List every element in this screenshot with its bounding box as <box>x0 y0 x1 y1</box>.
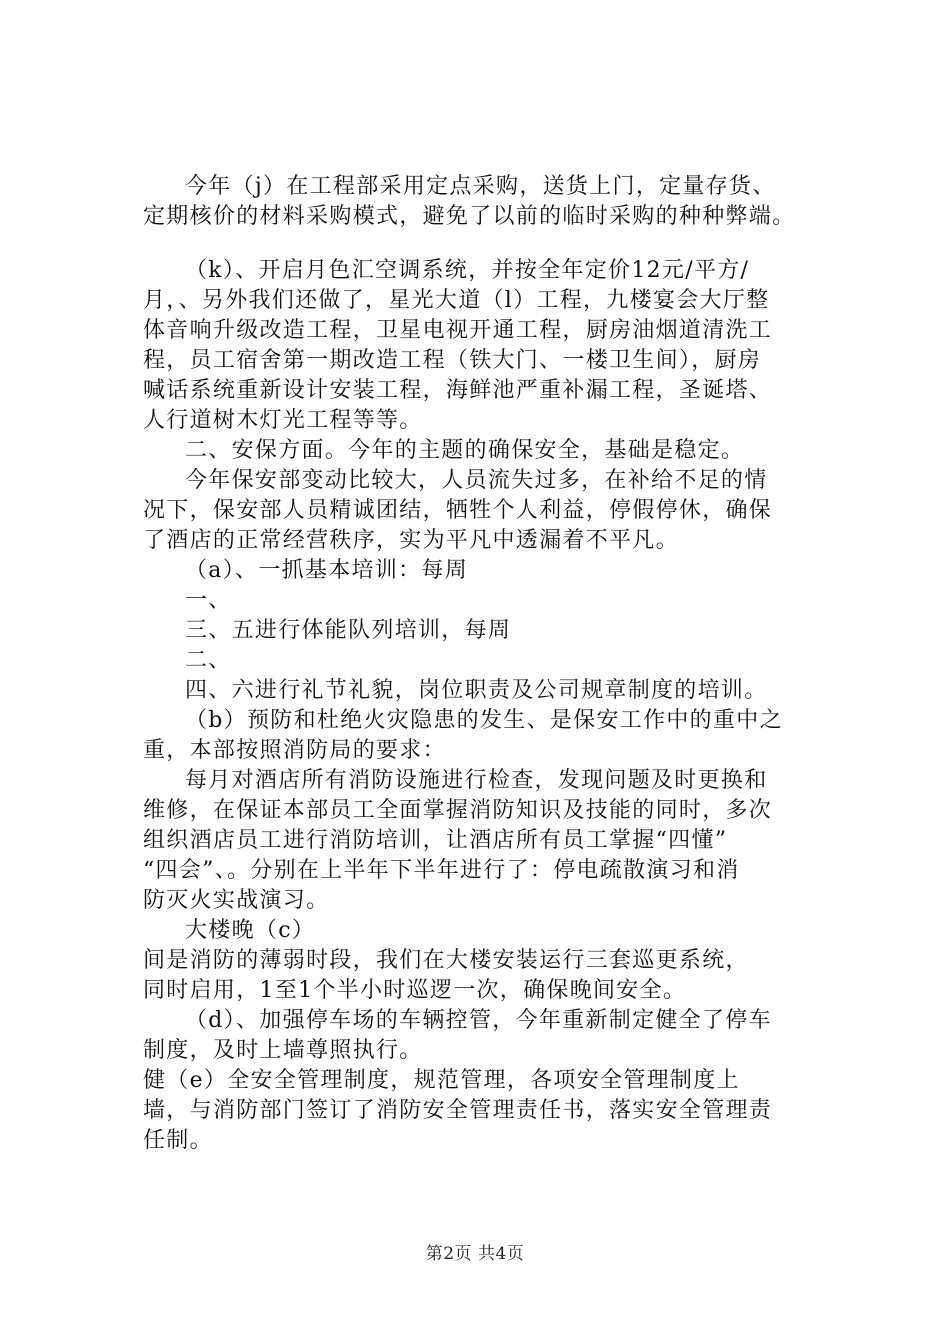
paragraph-line: 防灭火实战演习。 <box>143 888 330 913</box>
paragraph-line: “四会”、。分别在上半年下半年进行了：停电疏散演习和消 <box>143 858 740 883</box>
paragraph-line: 月，、另外我们还做了，星光大道（l）工程，九楼宴会大厅整 <box>143 288 770 313</box>
paragraph-line: 程，员工宿舍第一期改造工程（铁大门、一楼卫生间），厨房 <box>143 348 762 373</box>
paragraph-line: （k）、开启月色汇空调系统，并按全年定价12元/平方/ <box>185 258 750 283</box>
paragraph-line: 健（e）全安全管理制度，规范管理，各项安全管理制度上 <box>143 1068 740 1093</box>
paragraph-line: 四、六进行礼节礼貌，岗位职责及公司规章制度的培训。 <box>185 678 768 703</box>
page-number-footer: 第2页 共4页 <box>425 1244 525 1264</box>
paragraph-line: 今年（j）在工程部采用定点采购，送货上门，定量存货、 <box>185 174 776 199</box>
paragraph-line: 组织酒店员工进行消防培训，让酒店所有员工掌握“四懂” <box>143 828 728 853</box>
paragraph-line: 体音响升级改造工程，卫星电视开通工程，厨房油烟道清洗工 <box>143 318 773 343</box>
paragraph-line: 重，本部按照消防局的要求： <box>143 738 446 763</box>
paragraph-line: 二、 <box>185 648 232 673</box>
paragraph-line: 间是消防的薄弱时段，我们在大楼安装运行三套巡更系统， <box>143 948 749 973</box>
paragraph-line: 墙，与消防部门签订了消防安全管理责任书，落实安全管理责 <box>143 1098 773 1123</box>
paragraph-line: 每月对酒店所有消防设施进行检查，发现问题及时更换和 <box>185 768 768 793</box>
document-body <box>143 172 843 1156</box>
paragraph-line: （b）预防和杜绝火灾隐患的发生、是保安工作中的重中之 <box>185 708 783 733</box>
paragraph-line: 人行道树木灯光工程等等。 <box>143 408 423 433</box>
paragraph-line: 况下，保安部人员精诚团结，牺牲个人利益，停假停休，确保 <box>143 498 773 523</box>
paragraph-line: 定期核价的材料采购模式，避免了以前的临时采购的种种弊端。 <box>143 204 796 229</box>
paragraph-line: 了酒店的正常经营秩序，实为平凡中透漏着不平凡。 <box>143 528 679 553</box>
paragraph-line: 一、 <box>185 588 232 613</box>
paragraph-line: 大楼晚（c） <box>185 918 316 943</box>
paragraph-line: 维修，在保证本部员工全面掌握消防知识及技能的同时，多次 <box>143 798 773 823</box>
paragraph-line: 喊话系统重新设计安装工程，海鲜池严重补漏工程，圣诞塔、 <box>143 378 773 403</box>
paragraph-line: 同时启用，1至1个半小时巡逻一次，确保晚间安全。 <box>143 978 687 1003</box>
section-heading: 二、安保方面。今年的主题的确保安全，基础是稳定。 <box>185 438 745 463</box>
paragraph-line: 任制。 <box>143 1128 213 1153</box>
paragraph-line: 制度，及时上墙尊照执行。 <box>143 1038 423 1063</box>
paragraph-line: （a）、一抓基本培训：每周 <box>185 558 469 583</box>
paragraph-gap <box>143 232 843 256</box>
paragraph-line: 三、五进行体能队列培训，每周 <box>185 618 512 643</box>
paragraph-line: 今年保安部变动比较大，人员流失过多，在补给不足的情 <box>185 468 768 493</box>
paragraph-line: （d）、加强停车场的车辆控管，今年重新制定健全了停车 <box>185 1008 772 1033</box>
